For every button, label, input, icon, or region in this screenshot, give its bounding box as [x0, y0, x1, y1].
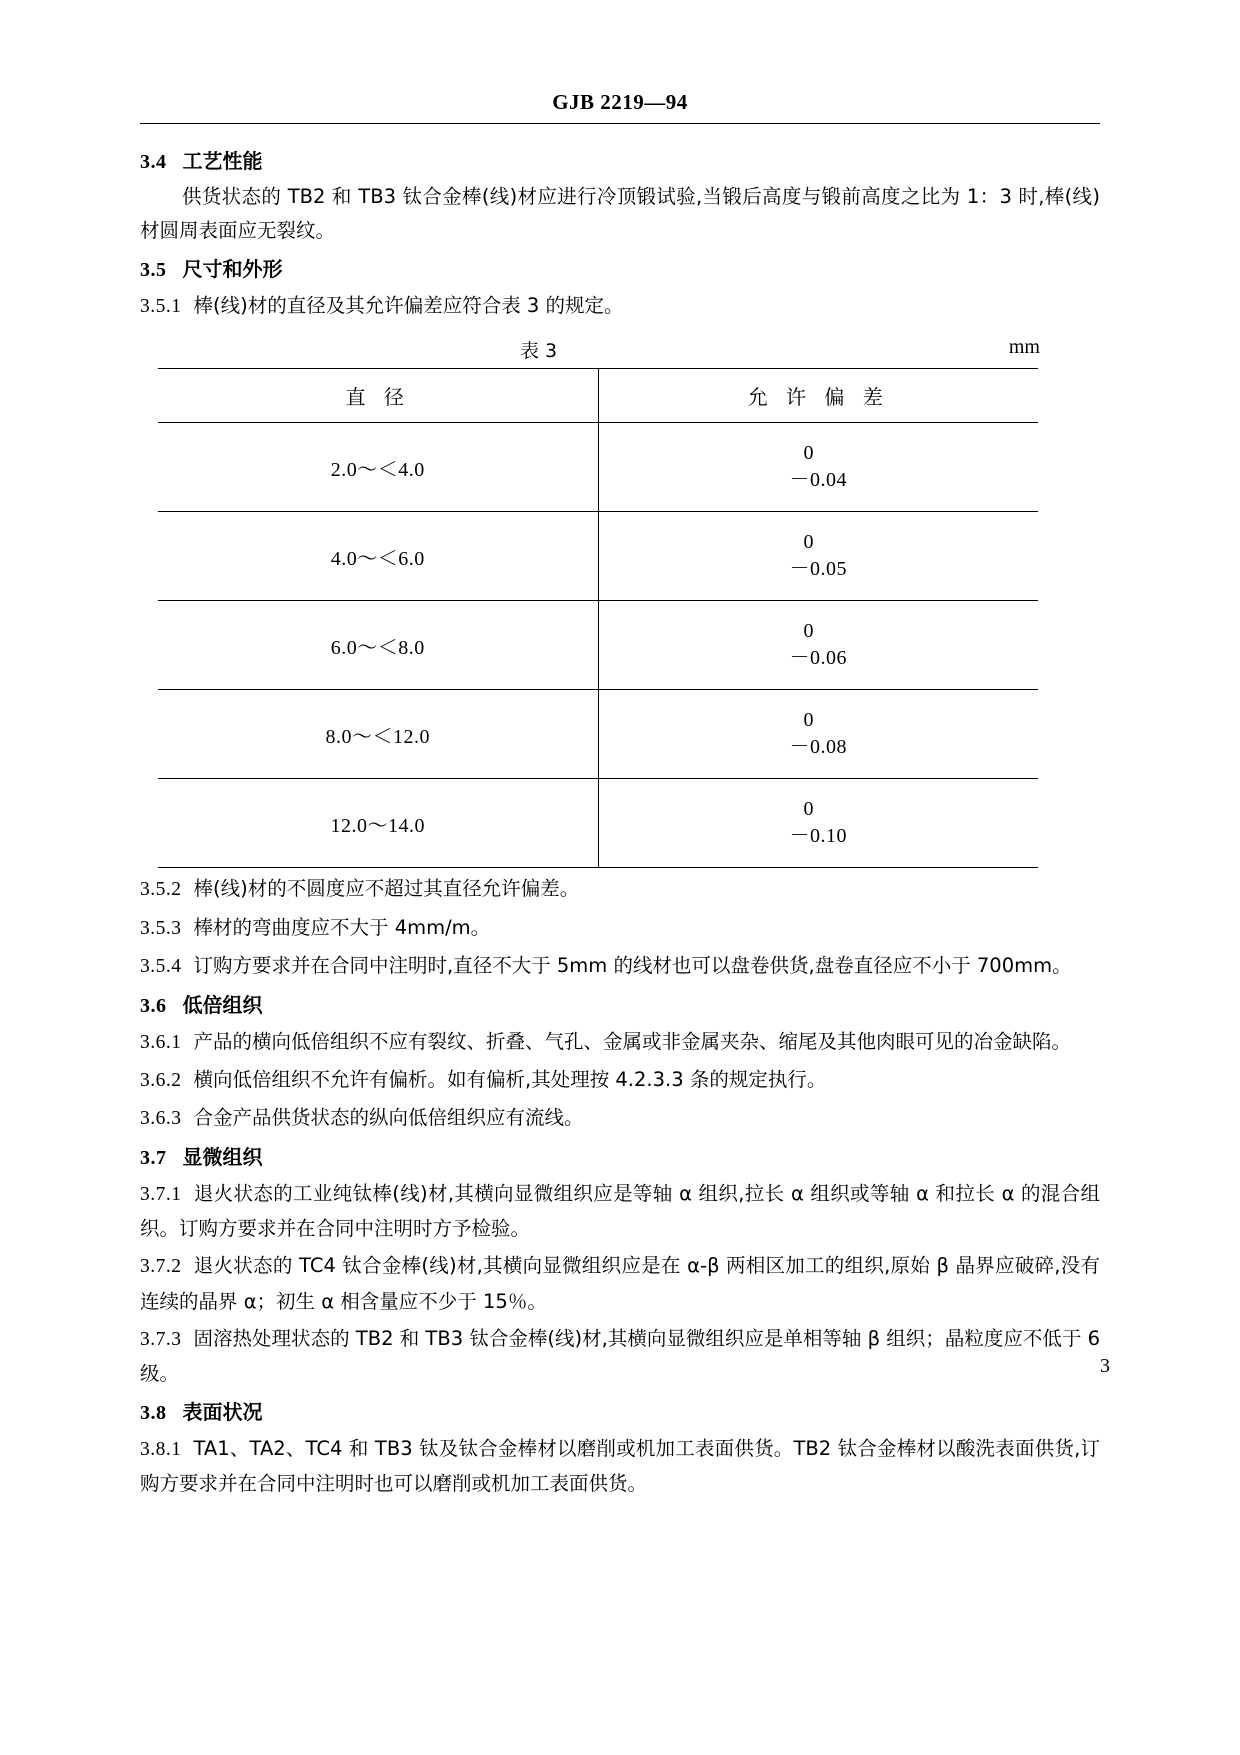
section-title: 尺寸和外形	[182, 257, 283, 282]
paragraph-3-5-3	[140, 911, 1100, 946]
tolerance-upper: 0	[803, 709, 814, 732]
paragraph-3-6-1	[140, 1025, 1100, 1060]
cell-diameter: 4.0～＜6.0	[158, 512, 598, 601]
clause-text: 订购方要求并在合同中注明时,直径不大于 5mm 的线材也可以盘卷供货,盘卷直径应不小于 700mm。	[193, 953, 1072, 977]
clause-number: 3.5.2	[140, 879, 182, 901]
clause-text: 棒材的弯曲度应不大于 4mm/m。	[193, 915, 491, 939]
section-heading-3-4	[140, 146, 1100, 178]
table-caption-row	[140, 336, 1100, 366]
cell-tolerance	[598, 601, 1038, 690]
section-title: 表面状况	[182, 1399, 263, 1424]
clause-number: 3.7.2	[140, 1256, 182, 1278]
cell-tolerance	[598, 779, 1038, 868]
tolerance-lower: －0.04	[789, 469, 847, 492]
paragraph-3-7-2	[140, 1249, 1100, 1318]
tolerance-lower: －0.05	[789, 558, 847, 581]
table-header-row	[158, 369, 1038, 423]
table-caption: 表 3	[520, 340, 558, 363]
section-heading-3-7	[140, 1142, 1100, 1174]
tolerance-upper: 0	[803, 798, 814, 821]
clause-text: TA1、TA2、TC4 和 TB3 钛及钛合金棒材以磨削或机加工表面供货。TB2 钛合金棒材以酸洗表面供货,订购方要求并在合同中注明时也可以磨削或机加工表面供货。	[140, 1436, 1100, 1495]
tolerance-lower: －0.06	[789, 647, 847, 670]
table-row	[158, 601, 1038, 690]
section-number: 3.5	[140, 259, 167, 282]
clause-number: 3.8.1	[140, 1438, 182, 1460]
section-number: 3.8	[140, 1401, 167, 1424]
page-content	[140, 90, 1100, 1504]
clause-number: 3.6.3	[140, 1108, 182, 1129]
paragraph-3-7-1	[140, 1177, 1100, 1246]
clause-text: 固溶热处理状态的 TB2 和 TB3 钛合金棒(线)材,其横向显微组织应是单相等轴 β 组织；晶粒度应不低于 6 级。	[140, 1326, 1100, 1385]
clause-number: 3.5.4	[140, 955, 182, 977]
paragraph-3-6-2	[140, 1063, 1100, 1098]
section-heading-3-8	[140, 1397, 1100, 1429]
cell-diameter: 6.0～＜8.0	[158, 601, 598, 690]
clause-text: 退火状态的 TC4 钛合金棒(线)材,其横向显微组织应是在 α-β 两相区加工的组织,原始 β 晶界应破碎,没有连续的晶界 α；初生 α 相含量应不少于 15％。	[140, 1254, 1100, 1313]
cell-tolerance	[598, 690, 1038, 779]
clause-text: 棒(线)材的直径及其允许偏差应符合表 3 的规定。	[193, 294, 624, 318]
clause-number: 3.6.2	[140, 1069, 182, 1091]
section-title: 显微组织	[182, 1145, 263, 1170]
clause-text: 棒(线)材的不圆度应不超过其直径允许偏差。	[193, 877, 580, 901]
page-header: GJB 2219—94	[552, 90, 688, 114]
clause-text: 退火状态的工业纯钛棒(线)材,其横向显微组织应是等轴 α 组织,拉长 α 组织或等轴 α 和拉长 α 的混合组织。订购方要求并在合同中注明时方予检验。	[140, 1182, 1100, 1241]
clause-number: 3.6.1	[140, 1031, 182, 1053]
column-header-tolerance: 允 许 偏 差	[598, 369, 1038, 423]
table-row	[158, 690, 1038, 779]
table-row	[158, 779, 1038, 868]
page-number: 3	[1100, 1355, 1110, 1377]
section-title: 工艺性能	[182, 149, 263, 173]
clause-number: 3.5.1	[140, 296, 182, 318]
cell-diameter: 2.0～＜4.0	[158, 423, 598, 512]
cell-diameter: 8.0～＜12.0	[158, 690, 598, 779]
paragraph-3-8-1	[140, 1432, 1100, 1501]
tolerance-upper: 0	[803, 442, 814, 465]
cell-diameter: 12.0～14.0	[158, 779, 598, 868]
section-heading-3-6	[140, 990, 1100, 1022]
table-3-dimensions	[158, 368, 1038, 868]
clause-number: 3.7.3	[140, 1328, 182, 1350]
clause-number: 3.7.1	[140, 1184, 182, 1206]
paragraph-3-5-1	[140, 289, 1100, 324]
section-number: 3.4	[140, 151, 167, 173]
paragraph-3-5-2	[140, 872, 1100, 907]
section-heading-3-5	[140, 254, 1100, 286]
section-number: 3.6	[140, 994, 167, 1017]
paragraph-3-4: 供货状态的 TB2 和 TB3 钛合金棒(线)材应进行冷顶锻试验,当锻后高度与锻前高度之比为 1：3 时,棒(线)材圆周表面应无裂纹。	[140, 185, 1100, 243]
header-divider	[140, 123, 1100, 124]
cell-tolerance	[598, 423, 1038, 512]
table-row	[158, 512, 1038, 601]
section-title: 低倍组织	[182, 992, 263, 1017]
clause-text: 合金产品供货状态的纵向低倍组织应有流线。	[193, 1106, 584, 1129]
clause-text: 横向低倍组织不允许有偏析。如有偏析,其处理按 4.2.3.3 条的规定执行。	[193, 1067, 827, 1091]
paragraph-3-5-4	[140, 949, 1100, 984]
tolerance-upper: 0	[803, 531, 814, 554]
tolerance-upper: 0	[803, 620, 814, 643]
table-row	[158, 423, 1038, 512]
table-unit: mm	[1008, 336, 1040, 359]
clause-text: 产品的横向低倍组织不应有裂纹、折叠、气孔、金属或非金属夹杂、缩尾及其他肉眼可见的冶金缺陷。	[193, 1029, 1072, 1053]
column-header-diameter: 直 径	[158, 369, 598, 423]
section-number: 3.7	[140, 1147, 167, 1170]
paragraph-3-6-3	[140, 1101, 1100, 1136]
tolerance-lower: －0.10	[789, 825, 847, 848]
paragraph-3-7-3	[140, 1322, 1100, 1391]
clause-number: 3.5.3	[140, 917, 182, 939]
cell-tolerance	[598, 512, 1038, 601]
tolerance-lower: －0.08	[789, 736, 847, 759]
